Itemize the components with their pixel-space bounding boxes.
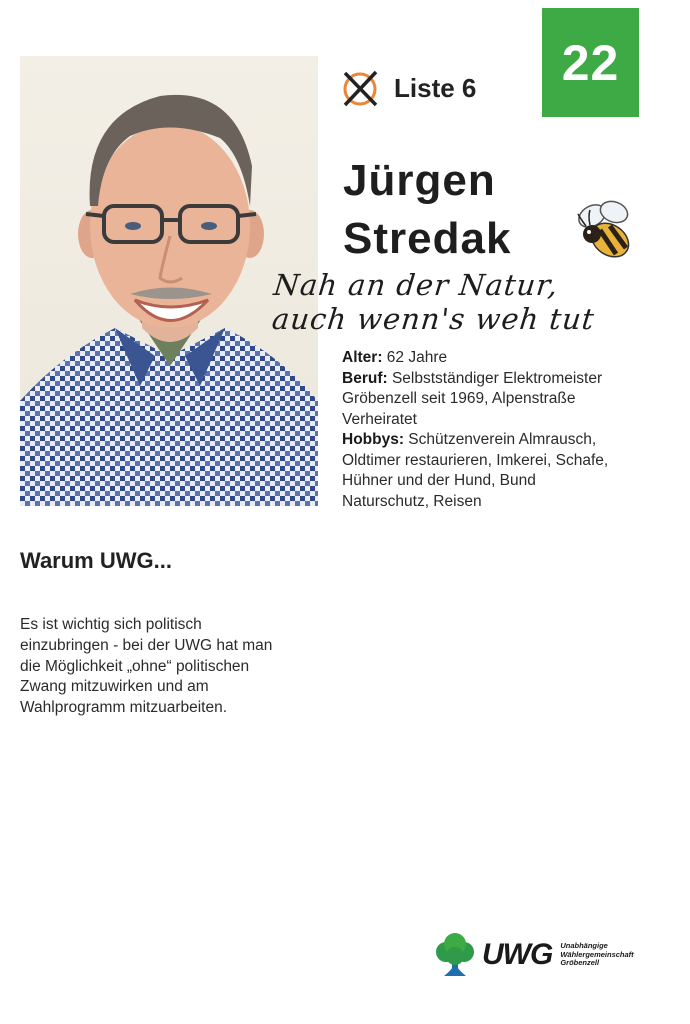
- why-line-1: Es ist wichtig sich politisch: [20, 616, 202, 633]
- age-value: 62 Jahre: [382, 349, 448, 366]
- hobby-value-3: Hühner und der Hund, Bund: [342, 472, 536, 489]
- age-line: [342, 348, 672, 369]
- logo-sub-2: Wählergemeinschaft: [560, 949, 634, 959]
- tree-icon: [432, 932, 478, 978]
- why-line-3: die Möglichkeit „ohne“ politischen: [20, 657, 250, 675]
- job-value-3: Verheiratet: [342, 410, 417, 428]
- candidate-last-name: Stredak: [343, 214, 512, 263]
- slogan: [268, 268, 685, 336]
- age-label: Alter:: [342, 349, 383, 366]
- uwg-logo: [432, 930, 642, 980]
- list-label: Liste 6: [394, 72, 477, 103]
- candidate-number-badge: 22: [542, 8, 639, 117]
- candidate-name: [343, 152, 511, 268]
- candidate-first-name: Jürgen: [343, 156, 496, 205]
- job-value-2: Gröbenzell seit 1969, Alpenstraße: [342, 390, 576, 407]
- job-value-1: Selbstständiger Elektromeister: [387, 369, 603, 387]
- logo-subtitle: [560, 942, 633, 968]
- hobby-value-2: Oldtimer restaurieren, Imkerei, Schafe,: [342, 451, 609, 469]
- why-title: Warum UWG...: [20, 548, 172, 573]
- logo-wordmark: UWG: [482, 938, 553, 971]
- logo-sub-1: Unabhängige: [560, 941, 608, 951]
- why-line-2: einzubringen - bei der UWG hat man: [20, 636, 273, 654]
- slogan-line-1: Nah an der Natur,: [272, 268, 561, 302]
- bee-icon: [570, 196, 642, 268]
- hobby-value-4: Naturschutz, Reisen: [342, 492, 482, 510]
- hobby-line: [342, 430, 672, 451]
- logo-sub-3: Gröbenzell: [560, 958, 600, 968]
- hobby-label: Hobbys:: [342, 431, 404, 448]
- slogan-line-2: auch wenn's weh tut: [270, 302, 597, 336]
- why-line-4: Zwang mitzuwirken und am: [20, 678, 209, 696]
- why-text: [20, 615, 320, 719]
- why-line-5: Wahlprogramm mitzuarbeiten.: [20, 699, 228, 717]
- job-line: [342, 369, 672, 390]
- job-label: Beruf:: [342, 369, 388, 387]
- ballot-list: [340, 68, 476, 108]
- hobby-value-1: Schützenverein Almrausch,: [404, 431, 597, 448]
- ballot-cross-icon: [340, 68, 380, 108]
- candidate-facts: [342, 348, 672, 512]
